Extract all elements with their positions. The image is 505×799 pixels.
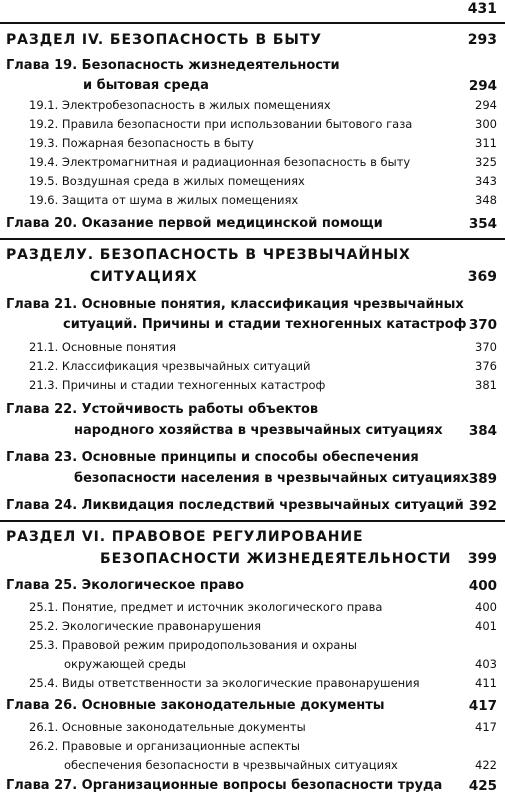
section-rule xyxy=(0,238,505,240)
chapter-title-cont: безопасности населения в чрезвычайных ситуациях xyxy=(74,471,470,486)
subentry-title: 25.2. Экологические правонарушения xyxy=(29,619,262,633)
page-ref: 400 xyxy=(475,600,497,614)
section-title: РАЗДЕЛ VI. ПРАВОВОЕ РЕГУЛИРОВАНИЕ xyxy=(6,529,364,545)
page-ref: 348 xyxy=(475,193,497,207)
page-ref: 411 xyxy=(475,676,497,690)
section-title-cont: БЕЗОПАСНОСТИ ЖИЗНЕДЕЯТЕЛЬНОСТИ xyxy=(100,551,452,567)
subentry-title: 19.2. Правила безопасности при использовании бытового газа xyxy=(29,117,413,131)
page-ref: 370 xyxy=(468,317,497,333)
subentry-title: 21.2. Классификация чрезвычайных ситуаций xyxy=(29,359,311,373)
section-rule xyxy=(0,520,505,522)
page-ref: 384 xyxy=(468,423,497,439)
subentry-title-cont: обеспечения безопасности в чрезвычайных ситуациях xyxy=(64,758,398,772)
page-ref: 294 xyxy=(468,78,497,94)
section-title: РАЗДЕЛУ. БЕЗОПАСНОСТЬ В ЧРЕЗВЫЧАЙНЫХ xyxy=(6,247,411,263)
page-ref: 370 xyxy=(475,340,497,354)
page-number: 431 xyxy=(467,1,497,17)
page-ref: 399 xyxy=(467,551,497,567)
page-ref: 403 xyxy=(475,657,497,671)
section-title: РАЗДЕЛ IV. БЕЗОПАСНОСТЬ В БЫТУ xyxy=(6,32,322,48)
page-ref: 401 xyxy=(475,619,497,633)
chapter-title-cont: народного хозяйства в чрезвычайных ситуациях xyxy=(74,423,443,438)
page-ref: 369 xyxy=(467,269,497,285)
page-ref: 392 xyxy=(468,498,497,514)
chapter-title-cont: ситуаций. Причины и стадии техногенных катастроф xyxy=(63,317,467,332)
subentry-title: 19.6. Защита от шума в жилых помещениях xyxy=(29,193,299,207)
page-ref: 381 xyxy=(475,378,497,392)
chapter-title: Глава 20. Оказание первой медицинской помощи xyxy=(6,216,383,231)
subentry-title: 26.1. Основные законодательные документы xyxy=(29,720,306,734)
chapter-title: Глава 24. Ликвидация последствий чрезвычайных ситуаций xyxy=(6,498,464,513)
subentry-title: 19.5. Воздушная среда в жилых помещениях xyxy=(29,174,305,188)
page-ref: 343 xyxy=(475,174,497,188)
chapter-title-cont: и бытовая среда xyxy=(83,78,209,93)
page-ref: 325 xyxy=(475,155,497,169)
subentry-title-cont: окружающей среды xyxy=(64,657,186,671)
page-ref: 400 xyxy=(468,578,497,594)
page-ref: 417 xyxy=(475,720,497,734)
page-ref: 389 xyxy=(468,471,497,487)
subentry-title: 19.4. Электромагнитная и радиационная безопасность в быту xyxy=(29,155,411,169)
page-ref: 354 xyxy=(468,216,497,232)
page-ref: 376 xyxy=(475,359,497,373)
page-ref: 300 xyxy=(475,117,497,131)
chapter-title: Глава 26. Основные законодательные документы xyxy=(6,698,385,713)
page-ref: 293 xyxy=(467,32,497,48)
subentry-title: 19.3. Пожарная безопасность в быту xyxy=(29,136,254,150)
subentry-title: 19.1. Электробезопасность в жилых помещениях xyxy=(29,98,331,112)
chapter-title: Глава 25. Экологическое право xyxy=(6,578,245,593)
subentry-title: 25.3. Правовой режим природопользования и охраны xyxy=(29,638,357,652)
page-ref: 294 xyxy=(475,98,497,112)
page-ref: 422 xyxy=(475,758,497,772)
section-title-cont: СИТУАЦИЯХ xyxy=(90,269,198,285)
chapter-title: Глава 19. Безопасность жизнедеятельности xyxy=(6,58,340,73)
chapter-title: Глава 21. Основные понятия, классификация чрезвычайных xyxy=(6,297,464,312)
page-ref: 417 xyxy=(468,698,497,714)
chapter-title: Глава 27. Организационные вопросы безопасности труда xyxy=(6,778,443,793)
page-ref: 425 xyxy=(468,778,497,794)
subentry-title: 25.1. Понятие, предмет и источник экологического права xyxy=(29,600,383,614)
chapter-title: Глава 22. Устойчивость работы объектов xyxy=(6,402,319,417)
subentry-title: 25.4. Виды ответственности за экологические правонарушения xyxy=(29,676,420,690)
chapter-title: Глава 23. Основные принципы и способы обеспечения xyxy=(6,450,419,465)
subentry-title: 21.1. Основные понятия xyxy=(29,340,177,354)
subentry-title: 26.2. Правовые и организационные аспекты xyxy=(29,739,300,753)
header-rule xyxy=(0,22,505,24)
page-ref: 311 xyxy=(475,136,497,150)
subentry-title: 21.3. Причины и стадии техногенных катастроф xyxy=(29,378,326,392)
